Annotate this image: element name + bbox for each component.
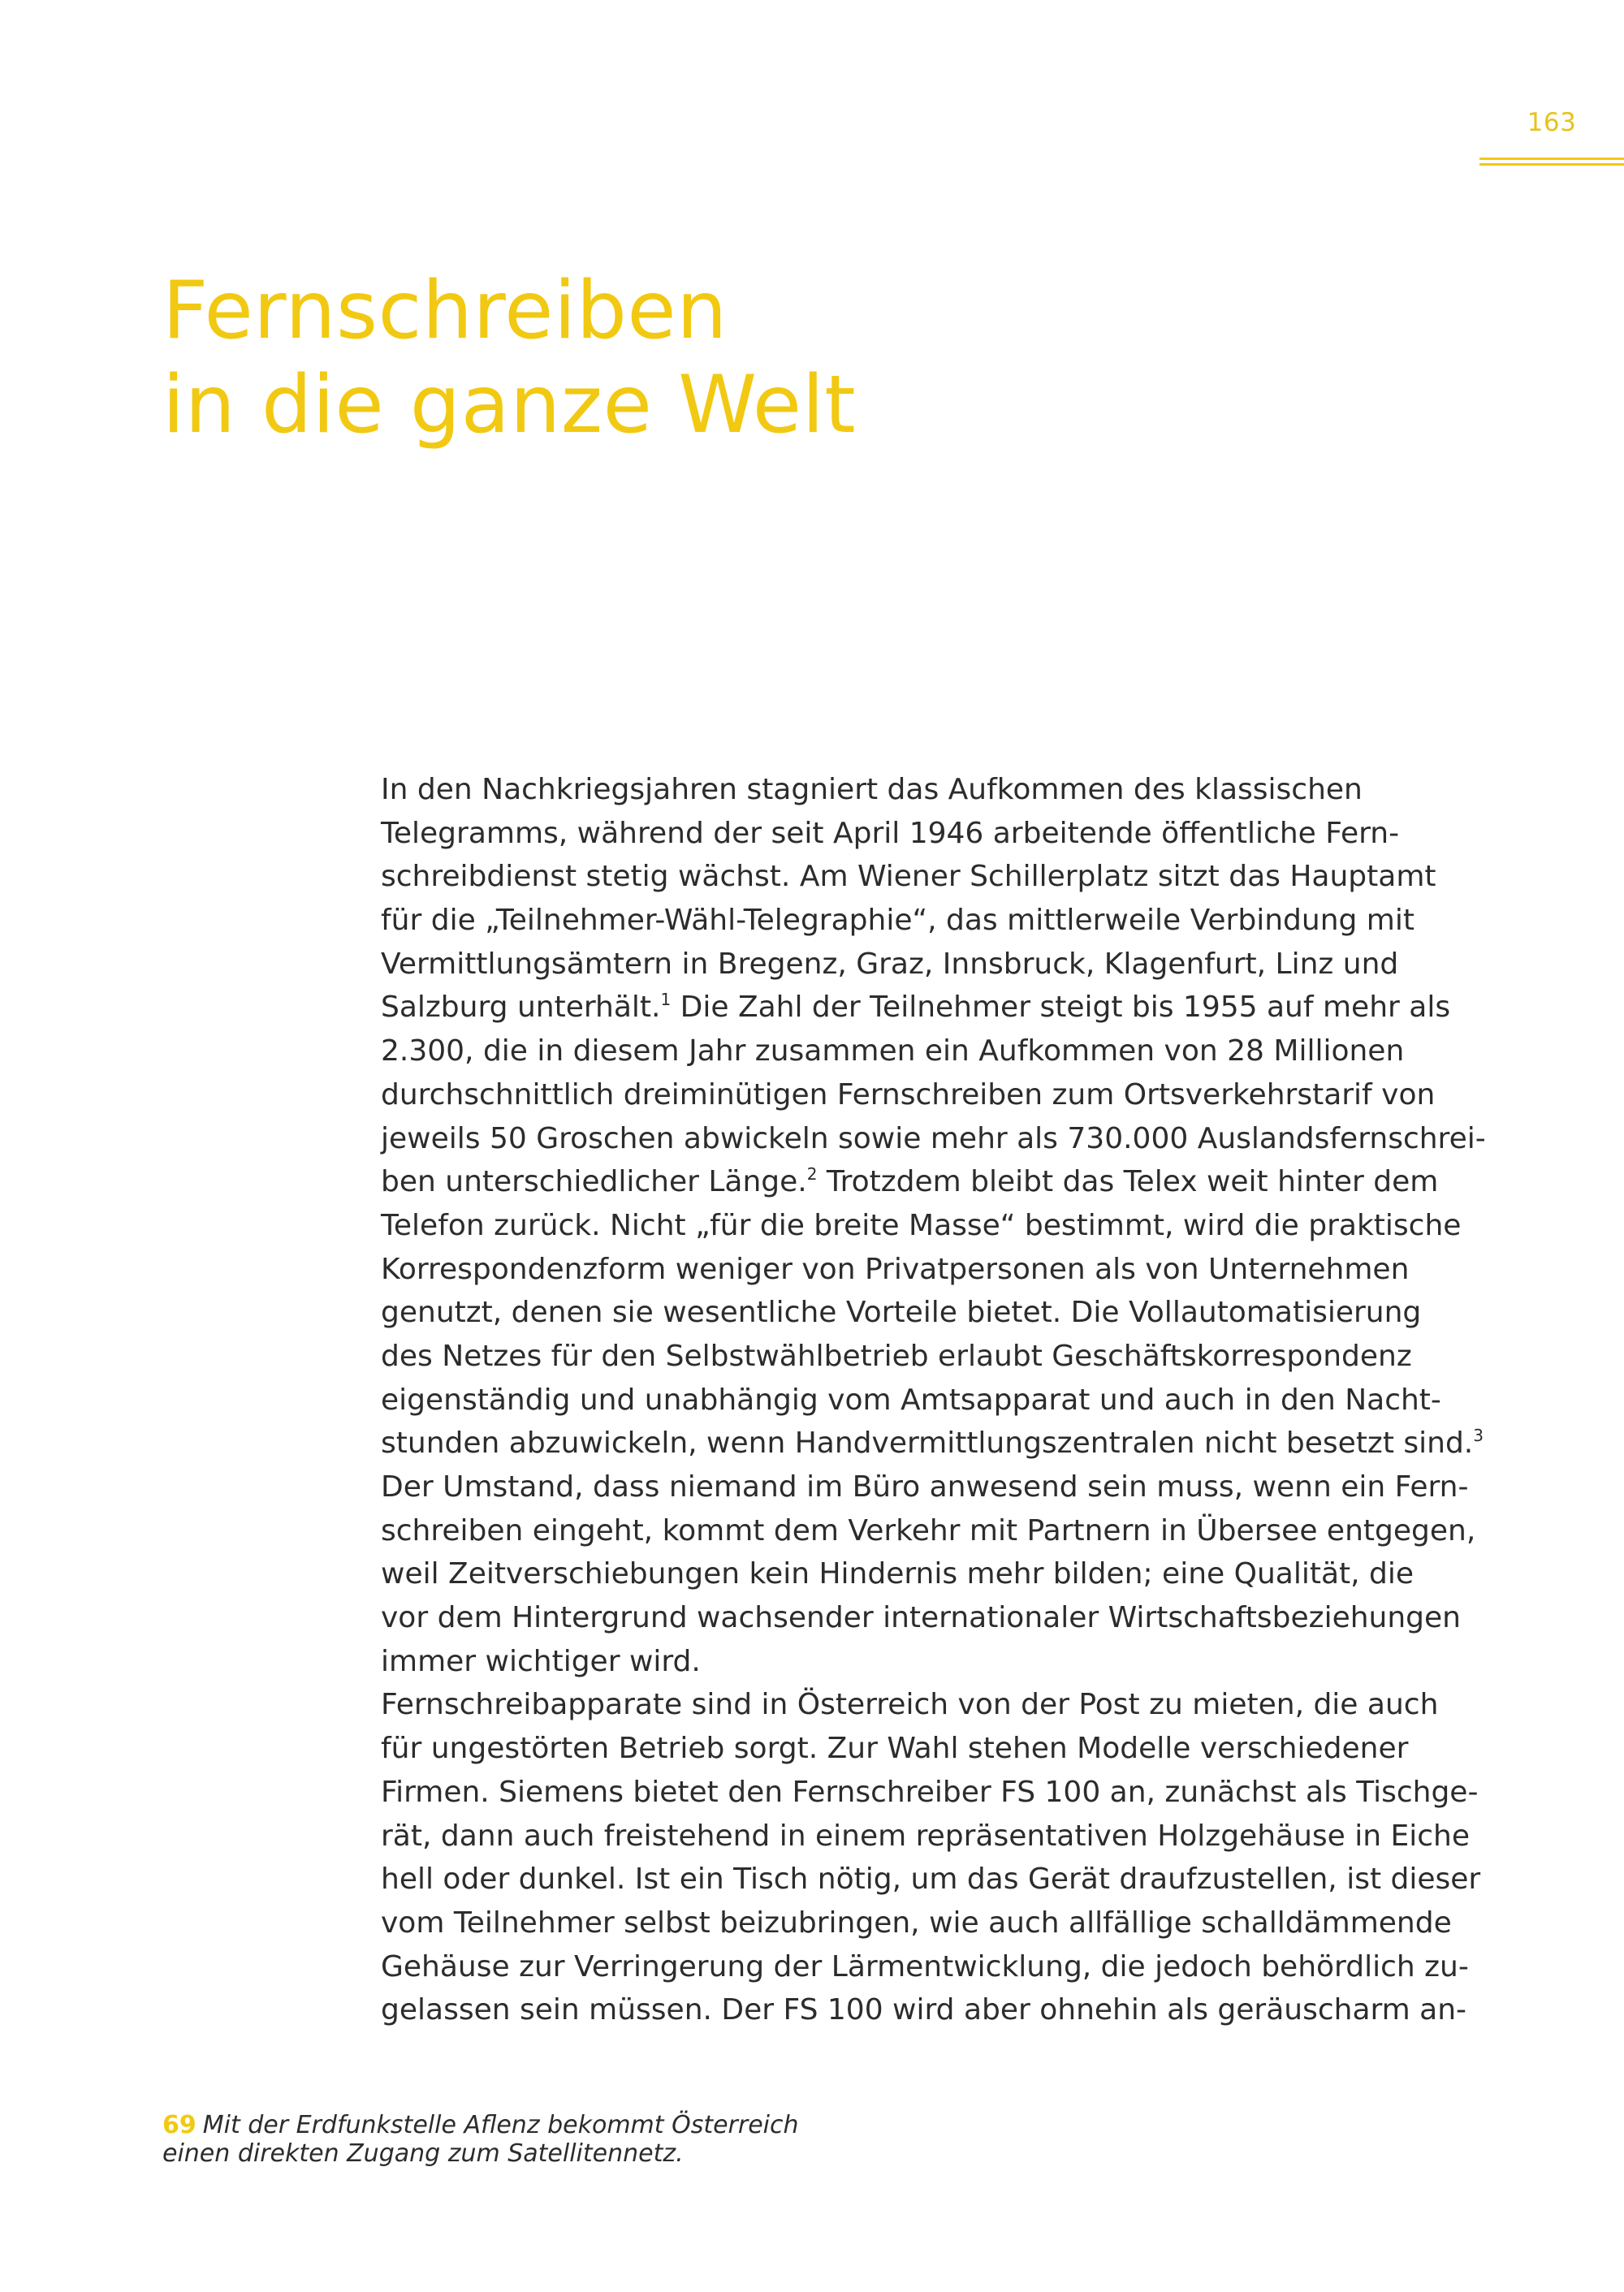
body-line [381,1422,1484,1465]
page-number-rule-top [1479,158,1624,160]
body-line-segment: Salzburg unterhält. [381,991,661,1025]
body-line: Vermittlungsämtern in Bregenz, Graz, Innsbruck, Klagenfurt, Linz und [381,947,1399,981]
chapter-title-line-2: in die ganze Welt [162,359,857,451]
figure-number: 69 [162,2111,197,2139]
body-line: schreibdienst stetig wächst. Am Wiener Schillerplatz sitzt das Hauptamt [381,860,1436,894]
footnote-ref-2[interactable]: 2 [806,1164,818,1185]
body-line: jeweils 50 Groschen abwickeln sowie mehr als 730.000 Auslandsfernschrei- [381,1121,1486,1155]
body-line: Der Umstand, dass niemand im Büro anwesend sein muss, wenn ein Fern- [381,1470,1469,1504]
body-line: Firmen. Siemens bietet den Fernschreiber FS 100 an, zunächst als Tischge- [381,1775,1479,1809]
body-line: vor dem Hintergrund wachsender internationaler Wirtschaftsbeziehungen [381,1601,1461,1635]
body-line-segment: Trotzdem bleibt das Telex weit hinter dem [817,1165,1439,1199]
body-line: weil Zeitverschiebungen kein Hindernis mehr bilden; eine Qualität, die [381,1557,1415,1591]
body-line: für ungestörten Betrieb sorgt. Zur Wahl stehen Modelle verschiedener [381,1732,1409,1766]
caption-text-2: einen direkten Zugang zum Satellitennetz. [162,2139,684,2168]
body-line-segment: stunden abzuwickeln, wenn Handvermittlungszentralen nicht besetzt sind. [381,1427,1474,1461]
body-line [381,986,1469,1029]
body-line-segment: ben unterschiedlicher Länge. [381,1165,807,1199]
body-line: durchschnittlich dreiminütigen Fernschreiben zum Ortsverkehrstarif von [381,1077,1436,1111]
footnote-ref-1[interactable]: 1 [660,990,672,1010]
body-line-segment: Die Zahl der Teilnehmer steigt bis 1955 auf mehr als [671,991,1451,1025]
body-line: immer wichtiger wird. [381,1644,701,1678]
chapter-title [162,264,856,452]
body-line: Fernschreibapparate sind in Österreich von der Post zu mieten, die auch [381,1688,1439,1722]
body-line: für die „Teilnehmer-Wähl-Telegraphie“, das mittlerweile Verbindung mit [381,904,1415,938]
body-line: genutzt, denen sie wesentliche Vorteile bietet. Die Vollautomatisierung [381,1296,1422,1330]
body-line [381,1160,1469,1204]
body-line: Telefon zurück. Nicht „für die breite Masse“ bestimmt, wird die praktische [381,1208,1462,1242]
body-line: eigenständig und unabhängig vom Amtsapparat und auch in den Nacht- [381,1383,1441,1417]
body-line: Gehäuse zur Verringerung der Lärmentwicklung, die jedoch behördlich zu- [381,1949,1469,1983]
body-line: hell oder dunkel. Ist ein Tisch nötig, um das Gerät draufzustellen, ist dieser [381,1863,1481,1897]
body-line: Korrespondenzform weniger von Privatpersonen als von Unternehmen [381,1252,1410,1286]
body-line: vom Teilnehmer selbst beizubringen, wie auch allfällige schalldämmende [381,1906,1452,1940]
chapter-title-line-1: Fernschreiben [162,265,728,357]
caption-line-1 [162,2111,1056,2139]
body-line: rät, dann auch freistehend in einem repräsentativen Holzgehäuse in Eiche [381,1819,1470,1853]
body-line: des Netzes für den Selbstwählbetrieb erlaubt Geschäftskorrespondenz [381,1339,1412,1373]
body-line: 2.300, die in diesem Jahr zusammen ein Aufkommen von 28 Millionen [381,1034,1405,1068]
figure-caption [162,2111,1056,2168]
caption-text-1: Mit der Erdfunkstelle Aflenz bekommt Österreich [202,2111,799,2139]
page-number: 163 [1527,108,1577,137]
body-text [381,768,1486,2032]
body-line: gelassen sein müssen. Der FS 100 wird aber ohnehin als geräuscharm an- [381,1993,1467,2027]
body-line: schreiben eingeht, kommt dem Verkehr mit Partnern in Übersee entgegen, [381,1513,1476,1547]
body-line: In den Nachkriegsjahren stagniert das Aufkommen des klassischen [381,773,1363,806]
page-number-rule-bottom [1479,163,1624,166]
body-line: Telegramms, während der seit April 1946 arbeitende öffentliche Fern- [381,816,1400,850]
footnote-ref-3[interactable]: 3 [1473,1426,1484,1446]
